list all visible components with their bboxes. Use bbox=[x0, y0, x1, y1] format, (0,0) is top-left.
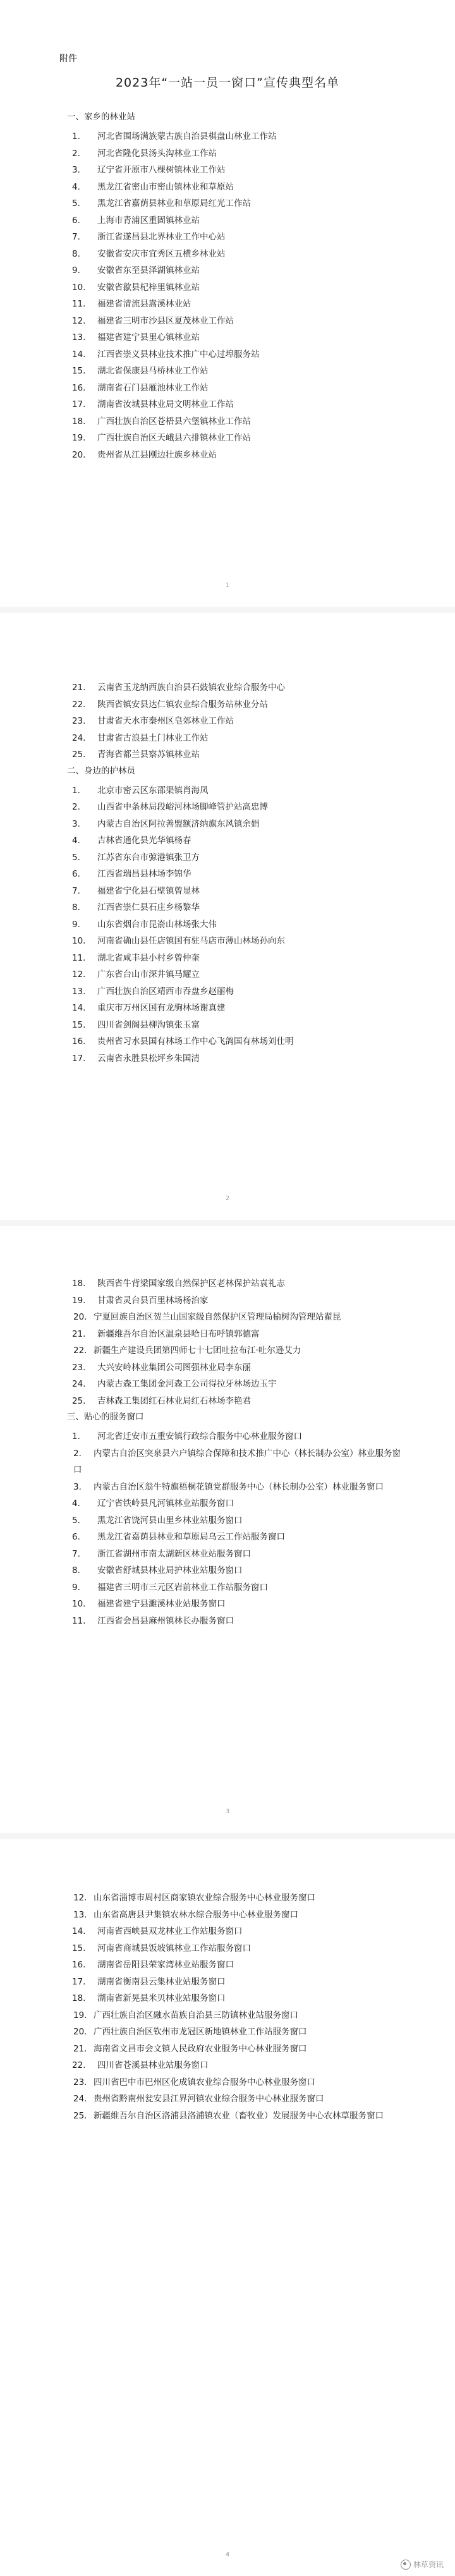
list-item-number: 25. bbox=[72, 750, 86, 760]
list-item-text: 辽宁省开原市八棵树镇林业工作站 bbox=[97, 165, 226, 175]
list-item-text: 福建省建宁县濉溪林业站服务窗口 bbox=[97, 1599, 226, 1609]
list-item-number: 1. bbox=[72, 131, 80, 142]
list-item bbox=[53, 1512, 402, 1529]
list-item bbox=[53, 1050, 402, 1067]
list-item bbox=[53, 1957, 402, 1974]
list-item-number: 23. bbox=[72, 1362, 86, 1373]
list-item-number: 5. bbox=[72, 198, 80, 209]
wechat-account-icon bbox=[401, 2560, 411, 2570]
list-item-number: 23. bbox=[72, 716, 86, 726]
list-item bbox=[53, 1529, 402, 1546]
list-item bbox=[53, 179, 402, 196]
list-item-number: 5. bbox=[72, 852, 80, 863]
list-item bbox=[53, 1596, 402, 1613]
list-item-text: 广西壮族自治区天峨县六排镇林业工作站 bbox=[97, 433, 251, 443]
list-item bbox=[53, 2041, 402, 2058]
list-item-number: 2. bbox=[72, 148, 80, 159]
list-item bbox=[53, 1445, 402, 1479]
page-number: 3 bbox=[225, 1808, 230, 1815]
list-item bbox=[53, 363, 402, 380]
list-item-text: 吉林森工集团红石林业局红石林场李艳君 bbox=[97, 1395, 251, 1406]
list-item bbox=[53, 849, 402, 866]
list-item-number: 14. bbox=[72, 349, 86, 360]
list-item-text: 青海省都兰县察苏镇林业站 bbox=[97, 750, 200, 760]
list-item-text: 黑龙江省饶河县山里乡林业站服务窗口 bbox=[97, 1515, 243, 1526]
list-item-text: 湖北省保康县马桥林业工作站 bbox=[97, 366, 209, 376]
list-item bbox=[53, 1940, 402, 1957]
list-item-text: 重庆市万州区国有龙驹林场谢真建 bbox=[97, 1003, 226, 1013]
list-item-number: 9. bbox=[72, 265, 80, 276]
list-item-number: 15. bbox=[72, 1019, 86, 1030]
watermark bbox=[401, 2559, 444, 2570]
list-item-text: 贵州省从江县刚边壮族乡林业站 bbox=[97, 449, 217, 460]
stations-list-continued bbox=[53, 679, 402, 763]
list-item-text: 湖南省新晃县米贝林业站服务窗口 bbox=[97, 1993, 226, 2003]
list-item-text: 内蒙古自治区翁牛特旗梧桐花镇党群服务中心（林长制办公室）林业服务窗口 bbox=[94, 1481, 384, 1492]
list-item-number: 12. bbox=[73, 1893, 87, 1903]
list-item-text: 辽宁省铁岭县凡河镇林业站服务窗口 bbox=[97, 1498, 234, 1509]
list-item-number: 21. bbox=[72, 1328, 86, 1339]
list-item bbox=[53, 1342, 402, 1359]
list-item-text: 河南省确山县任店镇国有驻马店市薄山林场孙向东 bbox=[97, 936, 285, 946]
list-item-text: 广西壮族自治区靖西市吞盘乡赵丽梅 bbox=[97, 986, 234, 997]
document-page-2 bbox=[0, 613, 455, 1220]
list-item-text: 内蒙古森工集团金河森工公司得拉牙林场边玉宇 bbox=[97, 1379, 277, 1389]
list-item-number: 10. bbox=[72, 1599, 86, 1609]
list-item-text: 浙江省湖州市南太湖新区林业站服务窗口 bbox=[97, 1548, 251, 1559]
list-item bbox=[53, 430, 402, 447]
list-item-text: 北京市密云区东邵渠镇肖海凤 bbox=[97, 785, 209, 796]
list-item-text: 湖南省岳阳县荣家湾林业站服务窗口 bbox=[97, 1960, 234, 1970]
list-item-number: 16. bbox=[72, 1960, 86, 1970]
list-item-text: 新疆维吾尔自治区温泉县哈日布呼镇郭德富 bbox=[97, 1328, 260, 1339]
list-item bbox=[53, 212, 402, 229]
list-item-number: 20. bbox=[72, 449, 86, 460]
list-item bbox=[53, 2091, 402, 2108]
list-item-text: 江西省会昌县麻州镇林长办服务窗口 bbox=[97, 1615, 234, 1626]
section-heading-rangers: 二、身边的护林员 bbox=[67, 765, 135, 776]
list-item-text: 云南省永胜县松坪乡朱国清 bbox=[97, 1053, 200, 1064]
list-item-text: 河南省商城县饭坡镇林业工作站服务窗口 bbox=[97, 1943, 251, 1953]
list-item-number: 18. bbox=[72, 1279, 86, 1289]
list-item-text: 河北省迁安市五重安镇行政综合服务中心林业服务窗口 bbox=[97, 1431, 302, 1442]
list-item-text: 上海市青浦区重固镇林业站 bbox=[97, 215, 200, 226]
list-item bbox=[53, 916, 402, 933]
list-item bbox=[53, 2074, 402, 2091]
list-item-text: 陕西省牛背梁国家级自然保护区老林保护站袁礼志 bbox=[97, 1279, 285, 1289]
list-item-number: 24. bbox=[72, 732, 86, 743]
list-item-text: 黑龙江省嘉荫县林业和草原局乌云工作站服务窗口 bbox=[97, 1532, 285, 1542]
list-item-number: 9. bbox=[72, 919, 80, 930]
list-item bbox=[53, 1376, 402, 1393]
list-item-text: 内蒙古自治区突泉县六户镇综合保障和技术推广中心（林长制办公室）林业服务窗口 bbox=[73, 1448, 401, 1475]
list-item bbox=[53, 983, 402, 1000]
list-item-text: 福建省三明市三元区岩前林业工作站服务窗口 bbox=[97, 1582, 268, 1593]
list-item-number: 17. bbox=[72, 1053, 86, 1064]
list-item-text: 广西壮族自治区苍梧县六堡镇林业工作站 bbox=[97, 416, 251, 427]
list-item-number: 12. bbox=[72, 969, 86, 980]
list-item-text: 江西省崇义县林业技术推广中心过埠服务站 bbox=[97, 349, 260, 360]
section-heading-stations: 一、家乡的林业站 bbox=[67, 112, 135, 122]
list-item-text: 湖南省汝城县林业局文明林业工作站 bbox=[97, 399, 234, 410]
list-item bbox=[53, 195, 402, 212]
list-item bbox=[53, 866, 402, 883]
list-item bbox=[53, 1359, 402, 1376]
list-item bbox=[53, 1579, 402, 1596]
list-item-text: 四川省剑阁县柳沟镇张玉富 bbox=[97, 1019, 200, 1030]
list-item-text: 大兴安岭林业集团公司图强林业局李东丽 bbox=[97, 1362, 251, 1373]
list-item bbox=[53, 799, 402, 816]
list-item-text: 福建省清流县嵩溪林业站 bbox=[97, 299, 191, 309]
list-item-number: 8. bbox=[72, 902, 80, 913]
list-item-number: 24. bbox=[72, 1379, 86, 1389]
list-item-text: 甘肃省灵台县百里林场杨治家 bbox=[97, 1295, 209, 1306]
list-item bbox=[53, 346, 402, 363]
list-item-number: 10. bbox=[72, 282, 86, 293]
list-item bbox=[53, 296, 402, 313]
list-item-text: 江苏省东台市弶港镇张卫方 bbox=[97, 852, 200, 863]
list-item bbox=[53, 262, 402, 279]
list-item-text: 黑龙江省密山市密山镇林业和草原站 bbox=[97, 181, 234, 192]
list-item-text: 福建省宁化县石壁镇曾显林 bbox=[97, 885, 200, 896]
list-item-number: 7. bbox=[72, 885, 80, 896]
page-number: 1 bbox=[225, 582, 230, 589]
list-item-number: 21. bbox=[73, 2043, 87, 2054]
list-item-number: 8. bbox=[72, 248, 80, 259]
list-item bbox=[53, 229, 402, 246]
list-item-number: 6. bbox=[72, 869, 80, 879]
list-item-text: 贵州省习水县国有林场工作中心飞鸽国有林场刘仕明 bbox=[97, 1036, 294, 1047]
list-item bbox=[53, 2057, 402, 2074]
list-item-number: 19. bbox=[72, 1295, 86, 1306]
list-item-number: 21. bbox=[72, 683, 86, 693]
list-item-number: 15. bbox=[72, 1943, 86, 1953]
list-item-text: 福建省三明市沙县区夏茂林业工作站 bbox=[97, 315, 234, 326]
list-item-number: 22. bbox=[73, 1346, 87, 1356]
list-item-text: 贵州省黔南州瓮安县江界河镇农业综合服务中心林业服务窗口 bbox=[94, 2094, 324, 2104]
list-item bbox=[53, 782, 402, 799]
stations-list bbox=[53, 128, 402, 463]
list-item bbox=[53, 2024, 402, 2041]
list-item bbox=[53, 2108, 402, 2125]
list-item bbox=[53, 1479, 402, 1496]
list-item-text: 安徽省安庆市宜秀区五横乡林业站 bbox=[97, 248, 226, 259]
list-item-number: 13. bbox=[73, 1909, 87, 1920]
list-item-text: 新疆生产建设兵团第四师七十七团吐拉布江·吐尔逊艾力 bbox=[94, 1346, 301, 1356]
list-item-text: 安徽省东至县泽湖镇林业站 bbox=[97, 265, 200, 276]
list-item-number: 16. bbox=[72, 382, 86, 393]
list-item bbox=[53, 730, 402, 747]
list-item-number: 25. bbox=[73, 2110, 87, 2121]
list-item-number: 11. bbox=[72, 1615, 86, 1626]
document-title: 2023年“一站一员一窗口”宣传典型名单 bbox=[115, 76, 340, 90]
list-item-number: 3. bbox=[72, 818, 80, 829]
list-item-number: 19. bbox=[73, 2010, 87, 2020]
list-item-text: 陕西省镇安县达仁镇农业综合服务站林业分站 bbox=[97, 699, 268, 710]
list-item-number: 13. bbox=[72, 332, 86, 343]
list-item-text: 云南省玉龙纳西族自治县石鼓镇农业综合服务中心 bbox=[97, 683, 285, 693]
document-page-1 bbox=[0, 0, 455, 607]
list-item bbox=[53, 1613, 402, 1630]
list-item bbox=[53, 2007, 402, 2024]
list-item bbox=[53, 1000, 402, 1017]
list-item-text: 湖北省咸丰县小村乡曾仲奎 bbox=[97, 952, 200, 963]
list-item-number: 25. bbox=[72, 1395, 86, 1406]
list-item bbox=[53, 413, 402, 430]
list-item bbox=[53, 696, 402, 714]
list-item-number: 11. bbox=[72, 299, 86, 309]
list-item-number: 7. bbox=[72, 1548, 80, 1559]
list-item bbox=[53, 1562, 402, 1579]
list-item bbox=[53, 816, 402, 833]
list-item-number: 6. bbox=[72, 215, 80, 226]
list-item-number: 2. bbox=[73, 1448, 82, 1459]
list-item-text: 广西壮族自治区钦州市龙冠区新地镇林业工作站服务窗口 bbox=[94, 2027, 307, 2037]
list-item bbox=[53, 279, 402, 296]
list-item bbox=[53, 380, 402, 397]
list-item-text: 山西省中条林局段峪河林场脚峰管护站高忠博 bbox=[97, 802, 268, 812]
list-item-text: 黑龙江省嘉荫县林业和草原局红光工作站 bbox=[97, 198, 251, 209]
list-item-text: 江西省崇仁县石庄乡杨黎华 bbox=[97, 902, 200, 913]
list-item-number: 3. bbox=[72, 165, 80, 175]
list-item-number: 9. bbox=[72, 1582, 80, 1593]
list-item-text: 湖南省石门县雁池林业工作站 bbox=[97, 382, 209, 393]
list-item-number: 2. bbox=[72, 802, 80, 812]
list-item bbox=[53, 145, 402, 162]
list-item-number: 5. bbox=[72, 1515, 80, 1526]
list-item-text: 内蒙古自治区阿拉善盟额济纳旗东风镇余娟 bbox=[97, 818, 260, 829]
list-item bbox=[53, 1292, 402, 1309]
list-item-text: 江西省瑞昌县林场李锦华 bbox=[97, 869, 191, 879]
list-item-number: 3. bbox=[73, 1481, 82, 1492]
document-page-4 bbox=[0, 1839, 455, 2576]
list-item-number: 1. bbox=[72, 1431, 80, 1442]
rangers-list bbox=[53, 782, 402, 1067]
list-item bbox=[53, 1033, 402, 1050]
list-item-number: 10. bbox=[72, 936, 86, 946]
list-item bbox=[53, 1907, 402, 1924]
list-item-number: 23. bbox=[73, 2077, 87, 2087]
list-item bbox=[53, 950, 402, 967]
list-item bbox=[53, 246, 402, 263]
list-item-number: 18. bbox=[72, 416, 86, 427]
page-number: 4 bbox=[225, 2551, 230, 2558]
list-item-text: 河北省隆化县汤头沟林业工作站 bbox=[97, 148, 217, 159]
list-item bbox=[53, 966, 402, 983]
list-item bbox=[53, 1393, 402, 1410]
windows-list-continued bbox=[53, 1890, 402, 2124]
list-item bbox=[53, 1017, 402, 1034]
list-item-text: 福建省建宁县里心镇林业站 bbox=[97, 332, 200, 343]
list-item-number: 4. bbox=[72, 835, 80, 846]
list-item-number: 20. bbox=[73, 1312, 87, 1322]
watermark-text: 林草资讯 bbox=[413, 2560, 444, 2569]
list-item bbox=[53, 1890, 402, 1907]
list-item-number: 12. bbox=[72, 315, 86, 326]
page-number: 2 bbox=[225, 1195, 230, 1202]
list-item-number: 4. bbox=[72, 1498, 80, 1509]
list-item bbox=[53, 313, 402, 330]
list-item bbox=[53, 899, 402, 916]
list-item bbox=[53, 1546, 402, 1563]
list-item-text: 广东省台山市深井镇马耀立 bbox=[97, 969, 200, 980]
list-item-text: 新疆维吾尔自治区洛浦县洛浦镇农业（畜牧业）发展服务中心农林草服务窗口 bbox=[94, 2110, 384, 2121]
list-item-text: 海南省文昌市会文镇人民政府农业服务中心林业服务窗口 bbox=[94, 2043, 307, 2054]
list-item bbox=[53, 746, 402, 763]
list-item-text: 山东省烟台市昆嵛山林场张大伟 bbox=[97, 919, 217, 930]
list-item-number: 19. bbox=[72, 433, 86, 443]
list-item-text: 吉林省通化县光华镇杨春 bbox=[97, 835, 191, 846]
list-item-number: 8. bbox=[72, 1565, 80, 1576]
list-item-text: 甘肃省天水市秦州区皂郊林业工作站 bbox=[97, 716, 234, 726]
list-item bbox=[53, 713, 402, 730]
list-item-text: 浙江省遂昌县北界林业工作中心站 bbox=[97, 232, 226, 242]
list-item-text: 山东省淄博市周村区商家镇农业综合服务中心林业服务窗口 bbox=[94, 1893, 315, 1903]
windows-list bbox=[53, 1428, 402, 1629]
list-item-number: 17. bbox=[72, 399, 86, 410]
attachment-label: 附件 bbox=[59, 54, 77, 64]
list-item bbox=[53, 1495, 402, 1512]
list-item bbox=[53, 396, 402, 413]
section-heading-windows: 三、贴心的服务窗口 bbox=[67, 1412, 144, 1422]
list-item bbox=[53, 679, 402, 696]
list-item-number: 24. bbox=[73, 2094, 87, 2104]
list-item bbox=[53, 933, 402, 950]
list-item bbox=[53, 447, 402, 464]
list-item-number: 16. bbox=[72, 1036, 86, 1047]
list-item bbox=[53, 1428, 402, 1445]
list-item-text: 安徽省舒城县林业局护林业站服务窗口 bbox=[97, 1565, 243, 1576]
list-item-text: 安徽省歙县杞梓里镇林业站 bbox=[97, 282, 200, 293]
list-item bbox=[53, 883, 402, 900]
list-item bbox=[53, 1326, 402, 1343]
list-item-number: 22. bbox=[72, 2060, 86, 2070]
list-item bbox=[53, 128, 402, 145]
list-item-number: 11. bbox=[72, 952, 86, 963]
list-item-number: 1. bbox=[72, 785, 80, 796]
list-item bbox=[53, 1275, 402, 1292]
list-item bbox=[53, 1974, 402, 1991]
list-item-text: 河南省西峡县双龙林业工作站服务窗口 bbox=[97, 1926, 243, 1936]
list-item-text: 山东省高唐县尹集镇农林水综合服务中心林业服务窗口 bbox=[94, 1909, 298, 1920]
list-item-number: 18. bbox=[72, 1993, 86, 2003]
list-item-number: 6. bbox=[72, 1532, 80, 1542]
list-item-number: 4. bbox=[72, 181, 80, 192]
list-item bbox=[53, 1990, 402, 2007]
list-item-number: 14. bbox=[72, 1003, 86, 1013]
document-page-3 bbox=[0, 1226, 455, 1833]
list-item-text: 四川省苍溪县林业站服务窗口 bbox=[97, 2060, 209, 2070]
list-item bbox=[53, 832, 402, 849]
list-item-number: 15. bbox=[72, 366, 86, 376]
list-item-text: 宁夏回族自治区贺兰山国家级自然保护区管理局榆树沟管理站翟昆 bbox=[94, 1312, 341, 1322]
list-item bbox=[53, 1309, 402, 1326]
rangers-list-continued bbox=[53, 1275, 402, 1409]
list-item-number: 22. bbox=[72, 699, 86, 710]
list-item-number: 17. bbox=[72, 1976, 86, 1987]
list-item bbox=[53, 329, 402, 346]
list-item bbox=[53, 1923, 402, 1940]
list-item bbox=[53, 162, 402, 179]
list-item-text: 广西壮族自治区融水苗族自治县三防镇林业站服务窗口 bbox=[94, 2010, 298, 2020]
list-item-text: 四川省巴中市巴州区化成镇农业综合服务中心林业服务窗口 bbox=[94, 2077, 315, 2087]
list-item-number: 20. bbox=[73, 2027, 87, 2037]
list-item-text: 河北省围场满族蒙古族自治县棋盘山林业工作站 bbox=[97, 131, 277, 142]
list-item-text: 湖南省衡南县云集林业站服务窗口 bbox=[97, 1976, 226, 1987]
list-item-text: 甘肃省古浪县土门林业工作站 bbox=[97, 732, 209, 743]
list-item-number: 13. bbox=[72, 986, 86, 997]
list-item-number: 14. bbox=[72, 1926, 86, 1936]
list-item-number: 7. bbox=[72, 232, 80, 242]
